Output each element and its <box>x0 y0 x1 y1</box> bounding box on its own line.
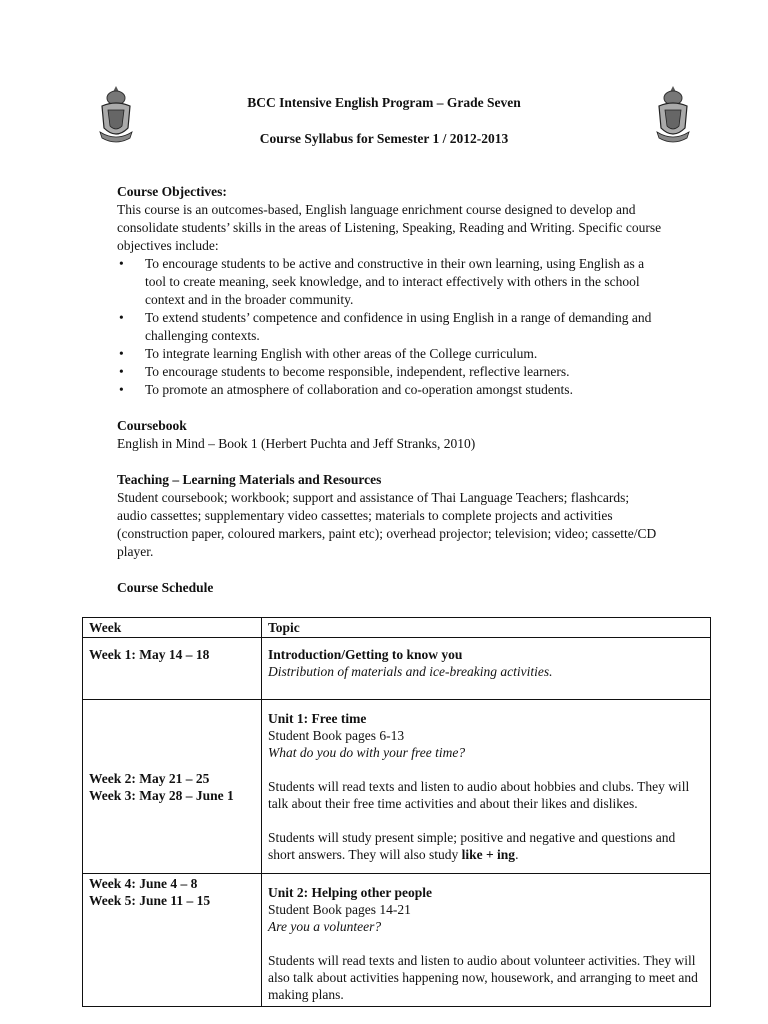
topic-cell: Introduction/Getting to know you Distribution of materials and ice-breaking activities. <box>262 638 711 700</box>
bullet-icon: • <box>119 346 124 361</box>
coursebook-heading: Coursebook <box>117 418 187 433</box>
list-item: • To encourage students to become responsible, independent, reflective learners. <box>119 364 570 379</box>
topic-cell: Unit 2: Helping other people Student Book pages 14-21 Are you a volunteer? Students will read texts and listen to audio about volunteer activities. They will also talk about activities happening now, housework, and arranging to meet and making plans. <box>262 874 711 1007</box>
document-title: BCC Intensive English Program – Grade Seven <box>247 95 521 110</box>
materials-heading: Teaching – Learning Materials and Resources <box>117 472 382 487</box>
table-row <box>83 874 711 1007</box>
topic-cell: Unit 1: Free time Student Book pages 6-13 What do you do with your free time? Students will read texts and listen to audio about hobbies and clubs. They will talk about their free time activities and about their likes and dislikes. Students will study present simple; positive and negative and questions and short answers. They will also study like + ing. <box>262 700 711 874</box>
week-cell: Week 1: May 14 – 18 <box>83 638 262 700</box>
table-row <box>83 700 711 874</box>
table-row <box>83 638 711 700</box>
course-schedule-table <box>82 617 711 1007</box>
objectives-intro: This course is an outcomes-based, English language enrichment course designed to develop and consolidate students’ skills in the areas of Listening, Speaking, Reading and Writing. Specific course objectives include: <box>117 202 662 253</box>
list-item: • To integrate learning English with other areas of the College curriculum. <box>119 346 538 361</box>
objectives-heading: Course Objectives: <box>117 184 227 199</box>
materials-text: Student coursebook; workbook; support and assistance of Thai Language Teachers; flashcards; audio cassettes; supplementary video cassettes; materials to complete projects and activities (construction paper, coloured markers, paint etc); overhead projector; television; video; cassette/CD player. <box>117 490 657 559</box>
syllabus-body <box>117 183 662 597</box>
coursebook-text: English in Mind – Book 1 (Herbert Puchta and Jeff Stranks, 2010) <box>117 436 476 451</box>
bullet-icon: • <box>119 310 124 325</box>
week-cell: Week 2: May 21 – 25 Week 3: May 28 – June 1 <box>83 700 262 874</box>
bullet-icon: • <box>119 382 124 397</box>
list-item: • To extend students’ competence and confidence in using English in a range of demanding and challenging contexts. <box>119 310 652 343</box>
schedule-heading: Course Schedule <box>117 580 214 595</box>
document-subtitle: Course Syllabus for Semester 1 / 2012-2013 <box>259 131 509 146</box>
list-item: • To encourage students to be active and constructive in their own learning, using English as a tool to create meaning, seek knowledge, and to interact effectively with others in the school context and in the broader community. <box>119 256 645 307</box>
table-header-row <box>83 618 711 638</box>
list-item: • To promote an atmosphere of collaboration and co-operation amongst students. <box>119 382 573 397</box>
bullet-icon: • <box>119 364 124 379</box>
column-header-topic: Topic <box>262 618 711 638</box>
column-header-week: Week <box>83 618 262 638</box>
objectives-list <box>117 255 662 399</box>
week-cell: Week 4: June 4 – 8 Week 5: June 11 – 15 <box>83 874 262 1007</box>
bullet-icon: • <box>119 256 124 271</box>
